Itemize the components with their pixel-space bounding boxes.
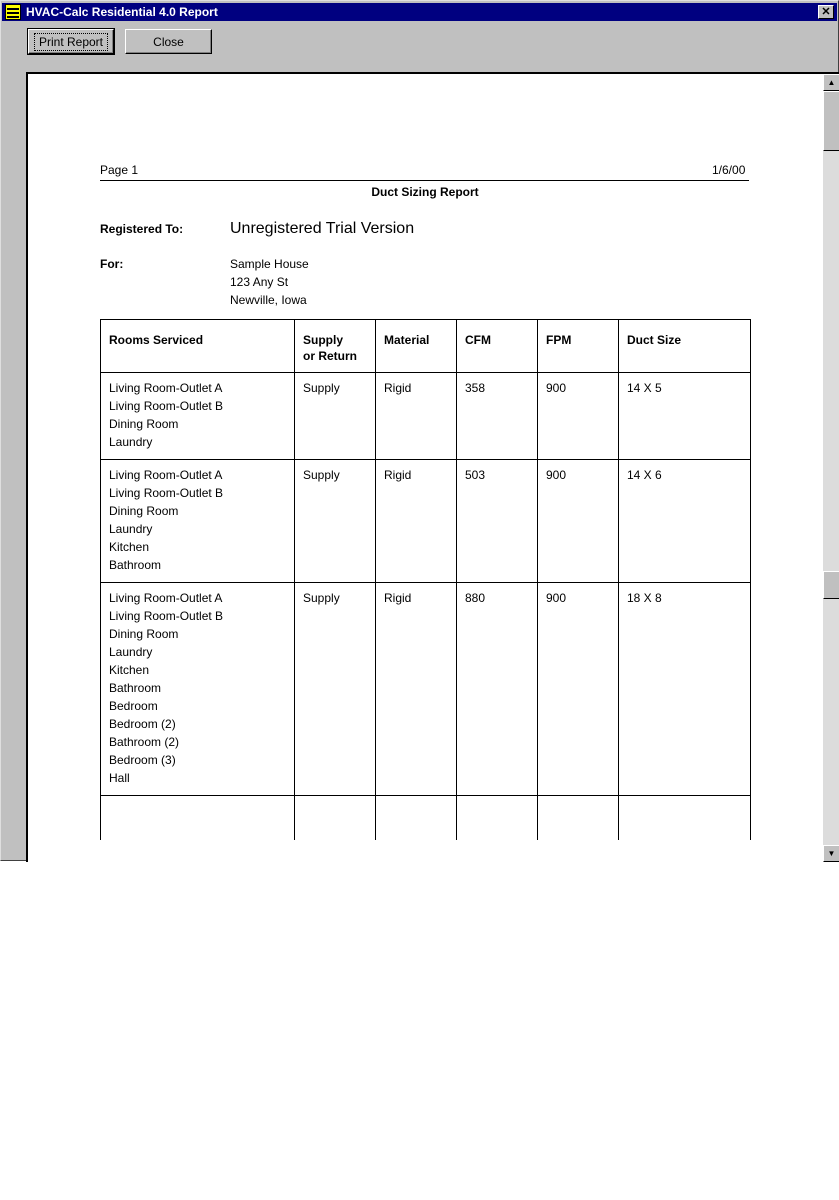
title-bar[interactable] <box>2 3 837 21</box>
empty-cell <box>457 796 538 841</box>
empty-cell <box>295 796 376 841</box>
fpm-cell: 900 <box>538 460 619 583</box>
room-name: Bathroom (2) <box>109 735 180 749</box>
address-line-3: Newville, Iowa <box>230 293 307 307</box>
header-duct-size: Duct Size <box>619 320 751 373</box>
scroll-down-icon[interactable]: ▼ <box>823 845 839 862</box>
room-name: Living Room-Outlet A <box>109 381 223 395</box>
room-name: Bedroom (2) <box>109 717 176 731</box>
empty-cell <box>619 796 751 841</box>
material-cell: Rigid <box>376 460 457 583</box>
scroll-page-marker[interactable] <box>823 571 839 599</box>
duct-size-cell: 18 X 8 <box>619 583 751 796</box>
registered-label: Registered To: <box>100 222 184 236</box>
room-name: Dining Room <box>109 504 179 518</box>
registered-value: Unregistered Trial Version <box>230 220 415 237</box>
supply-cell: Supply <box>295 373 376 460</box>
table-row <box>101 583 751 796</box>
duct-size-cell: 14 X 5 <box>619 373 751 460</box>
report-page <box>28 74 822 862</box>
header-supply-or-return <box>295 320 376 373</box>
close-window-icon[interactable]: ✕ <box>818 5 834 19</box>
room-name: Living Room-Outlet A <box>109 468 223 482</box>
room-name: Bedroom (3) <box>109 753 176 767</box>
duct-sizing-table <box>100 319 751 840</box>
header-supply-line2: or Return <box>303 349 357 363</box>
close-button-label: Close <box>153 34 184 49</box>
material-cell: Rigid <box>376 583 457 796</box>
cfm-cell: 358 <box>457 373 538 460</box>
room-name: Laundry <box>109 435 153 449</box>
address-line-1: Sample House <box>230 257 309 271</box>
cfm-cell: 880 <box>457 583 538 796</box>
print-report-label: Print Report <box>34 33 108 51</box>
address-line-2: 123 Any St <box>230 275 289 289</box>
header-rooms-serviced: Rooms Serviced <box>101 320 295 373</box>
empty-cell <box>538 796 619 841</box>
report-date: 1/6/00 <box>712 163 746 177</box>
room-name: Bedroom <box>109 699 158 713</box>
room-name: Hall <box>109 771 130 785</box>
page-number: Page 1 <box>100 163 139 177</box>
supply-cell: Supply <box>295 583 376 796</box>
material-cell: Rigid <box>376 373 457 460</box>
header-rule <box>100 180 749 181</box>
fpm-cell: 900 <box>538 373 619 460</box>
table-row <box>101 373 751 460</box>
room-name: Dining Room <box>109 417 179 431</box>
room-name: Kitchen <box>109 540 150 554</box>
scroll-up-icon[interactable]: ▲ <box>823 74 839 91</box>
header-supply-line1: Supply <box>303 333 344 347</box>
table-header-row <box>101 320 751 373</box>
table-row <box>101 460 751 583</box>
room-name: Kitchen <box>109 663 150 677</box>
empty-cell <box>101 796 295 841</box>
duct-size-cell: 14 X 6 <box>619 460 751 583</box>
close-button[interactable] <box>125 29 212 54</box>
cfm-cell: 503 <box>457 460 538 583</box>
room-name: Bathroom <box>109 558 162 572</box>
header-fpm: FPM <box>538 320 619 373</box>
print-report-button[interactable] <box>28 29 114 54</box>
room-name: Living Room-Outlet A <box>109 591 223 605</box>
app-icon <box>5 4 21 20</box>
rooms-cell <box>101 373 295 460</box>
room-name: Bathroom <box>109 681 162 695</box>
room-name: Laundry <box>109 645 153 659</box>
report-title: Duct Sizing Report <box>371 185 479 199</box>
room-name: Living Room-Outlet B <box>109 486 224 500</box>
room-name: Living Room-Outlet B <box>109 609 224 623</box>
room-name: Dining Room <box>109 627 179 641</box>
rooms-cell <box>101 583 295 796</box>
window-title: HVAC-Calc Residential 4.0 Report <box>26 5 218 19</box>
fpm-cell: 900 <box>538 583 619 796</box>
empty-cell <box>376 796 457 841</box>
for-label: For: <box>100 257 124 271</box>
scroll-thumb[interactable] <box>823 91 839 151</box>
table-row-empty <box>101 796 751 841</box>
header-material: Material <box>376 320 457 373</box>
rooms-cell <box>101 460 295 583</box>
supply-cell: Supply <box>295 460 376 583</box>
room-name: Living Room-Outlet B <box>109 399 224 413</box>
report-viewport[interactable] <box>26 72 839 862</box>
vertical-scrollbar[interactable] <box>823 74 839 862</box>
header-cfm: CFM <box>457 320 538 373</box>
room-name: Laundry <box>109 522 153 536</box>
